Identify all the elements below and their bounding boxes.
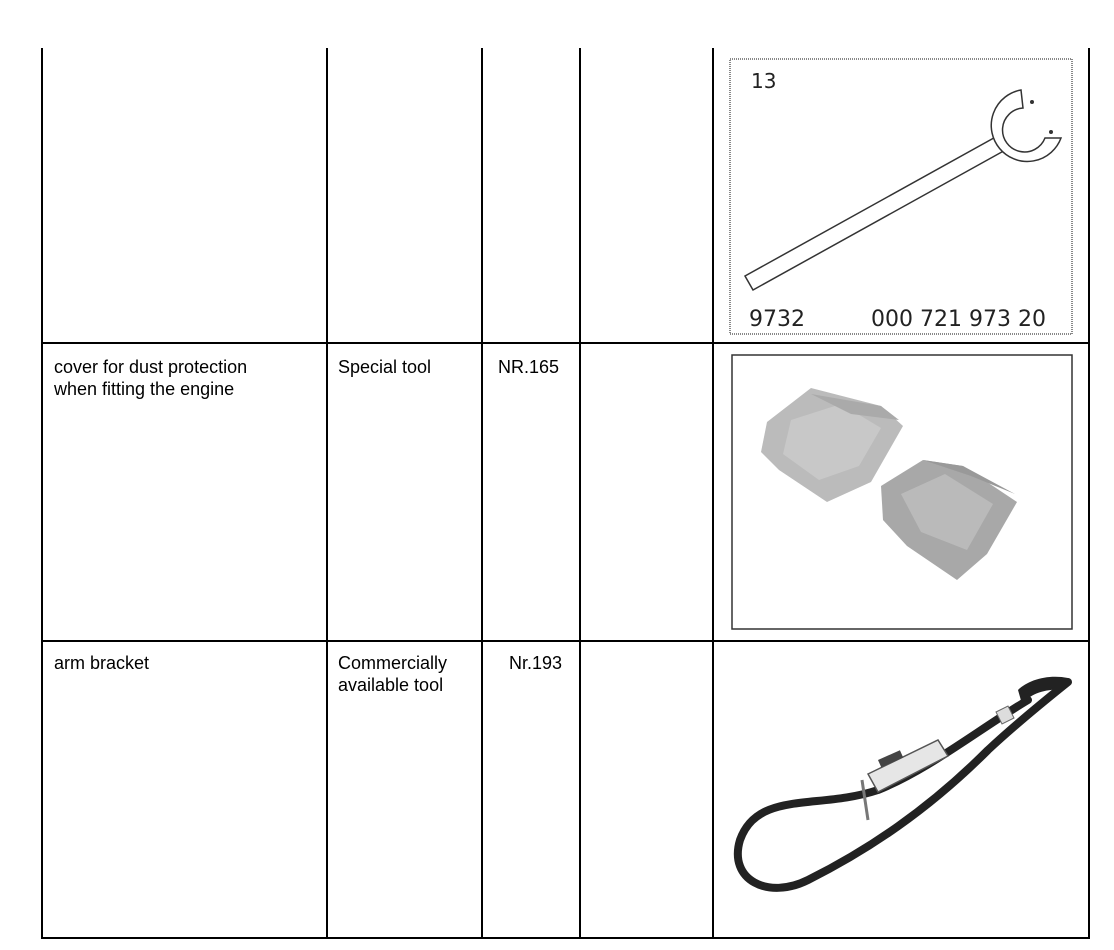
row-tool-type: Special tool [338, 357, 432, 377]
part-number-label: 000 721 973 20 [871, 307, 1046, 332]
col-border [481, 48, 483, 939]
row-number: Nr.193 [509, 653, 563, 673]
arm-bracket-figure [728, 660, 1078, 910]
spanner-figure [729, 58, 1073, 335]
dust-cover-figure [731, 354, 1073, 630]
row-border [41, 640, 1090, 642]
figure-number-label: 13 [751, 69, 777, 93]
row-border [41, 342, 1090, 344]
col-border [579, 48, 581, 939]
col-border [712, 48, 714, 939]
row-border [41, 937, 1090, 939]
tool-code-label: 9732 [749, 307, 805, 332]
row-tool-type: Commercially available tool [338, 653, 448, 695]
row-description: cover for dust protection when fitting the engine [54, 357, 248, 399]
col-border [326, 48, 328, 939]
row-description: arm bracket [54, 653, 150, 673]
col-border [41, 48, 43, 939]
arm-bracket-strap-icon [738, 677, 1068, 888]
row-number: NR.165 [498, 357, 560, 377]
col-border [1088, 48, 1090, 939]
